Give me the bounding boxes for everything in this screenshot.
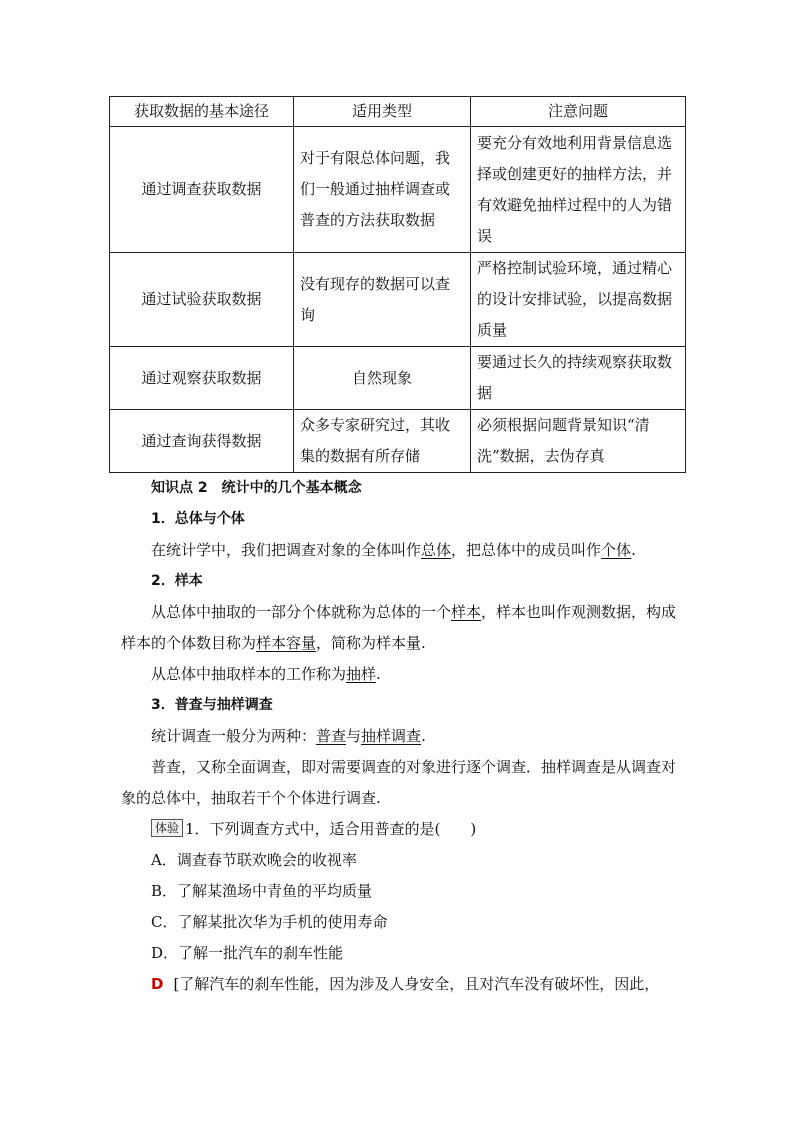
table-cell: 必须根据问题背景知识“清洗”数据，去伪存真 bbox=[471, 410, 686, 473]
paragraph-sample bbox=[121, 597, 686, 659]
answer-letter: D bbox=[151, 975, 164, 993]
text-run: 与 bbox=[346, 727, 362, 745]
table-cell: 没有现存的数据可以查询 bbox=[294, 253, 471, 347]
main-content bbox=[121, 472, 686, 1000]
subheading-census: 3．普查与抽样调查 bbox=[151, 697, 273, 713]
paragraph-census-definition: 普查，又称全面调查，即对需要调查的对象进行逐个调查．抽样调查是从调查对象的总体中，抽取若干个个体进行调查. bbox=[121, 758, 677, 807]
knowledge-point-title: 统计中的几个基本概念 bbox=[221, 480, 362, 496]
experience-badge: 体验 bbox=[151, 819, 183, 837]
text-run: . bbox=[631, 541, 636, 559]
term-sample-size: 样本容量 bbox=[256, 634, 317, 652]
table-row bbox=[110, 127, 686, 253]
answer-explanation: [了解汽车的刹车性能，因为涉及人身安全，且对汽车没有破坏性，因此， bbox=[173, 975, 660, 993]
table-header-cell: 注意问题 bbox=[471, 97, 686, 127]
text-run: . bbox=[376, 665, 381, 683]
answer-line bbox=[121, 969, 686, 1000]
term-sample-survey: 抽样调查 bbox=[361, 727, 422, 745]
text-run: 从总体中抽取样本的工作称为 bbox=[151, 665, 347, 683]
table-header-row bbox=[110, 97, 686, 127]
option-b: B．了解某渔场中青鱼的平均质量 bbox=[151, 882, 373, 900]
term-population: 总体 bbox=[421, 541, 452, 559]
table-cell: 通过观察获取数据 bbox=[110, 347, 294, 410]
term-sampling: 抽样 bbox=[346, 665, 377, 683]
option-a: A．调查春节联欢晚会的收视率 bbox=[151, 851, 357, 869]
table-cell: 通过调查获取数据 bbox=[110, 127, 294, 253]
paragraph-sampling bbox=[121, 659, 686, 690]
table-cell: 要充分有效地利用背景信息选择或创建更好的抽样方法，并有效避免抽样过程中的人为错误 bbox=[471, 127, 686, 253]
text-run: ，把总体中的成员叫作 bbox=[451, 541, 602, 559]
question-text: 1．下列调查方式中，适合用普查的是( ) bbox=[185, 820, 477, 838]
table-cell: 自然现象 bbox=[294, 347, 471, 410]
term-sample: 样本 bbox=[451, 603, 482, 621]
table-cell: 严格控制试验环境，通过精心的设计安排试验，以提高数据质量 bbox=[471, 253, 686, 347]
table-cell: 对于有限总体问题，我们一般通过抽样调查或普查的方法获取数据 bbox=[294, 127, 471, 253]
paragraph-population bbox=[121, 535, 686, 566]
term-census: 普查 bbox=[316, 727, 347, 745]
text-run: ，简称为样本量. bbox=[316, 634, 426, 652]
table-header-cell: 获取数据的基本途径 bbox=[110, 97, 294, 127]
term-individual: 个体 bbox=[601, 541, 632, 559]
knowledge-point-label: 知识点 2 bbox=[151, 480, 208, 496]
text-run: ，样本也叫作观测数据，构成样本的个体数目称为 bbox=[121, 603, 677, 652]
table-row bbox=[110, 253, 686, 347]
data-methods-table bbox=[109, 96, 686, 473]
subheading-population: 1．总体与个体 bbox=[151, 511, 245, 527]
text-run: . bbox=[421, 727, 426, 745]
table-cell: 要通过长久的持续观察获取数据 bbox=[471, 347, 686, 410]
table-cell: 通过试验获取数据 bbox=[110, 253, 294, 347]
table-row bbox=[110, 410, 686, 473]
paragraph-survey-types bbox=[121, 721, 686, 752]
text-run: 统计调查一般分为两种： bbox=[151, 727, 317, 745]
subheading-sample: 2．样本 bbox=[151, 573, 203, 589]
section-heading bbox=[121, 472, 686, 504]
table-cell: 众多专家研究过，其收集的数据有所存储 bbox=[294, 410, 471, 473]
table-header-cell: 适用类型 bbox=[294, 97, 471, 127]
table-row bbox=[110, 347, 686, 410]
option-c: C．了解某批次华为手机的使用寿命 bbox=[151, 913, 388, 931]
text-run: 在统计学中，我们把调查对象的全体叫作 bbox=[151, 541, 422, 559]
table-cell: 通过查询获得数据 bbox=[110, 410, 294, 473]
question-stem bbox=[121, 814, 686, 845]
option-d: D．了解一批汽车的刹车性能 bbox=[151, 944, 344, 962]
text-run: 从总体中抽取的一部分个体就称为总体的一个 bbox=[151, 603, 452, 621]
